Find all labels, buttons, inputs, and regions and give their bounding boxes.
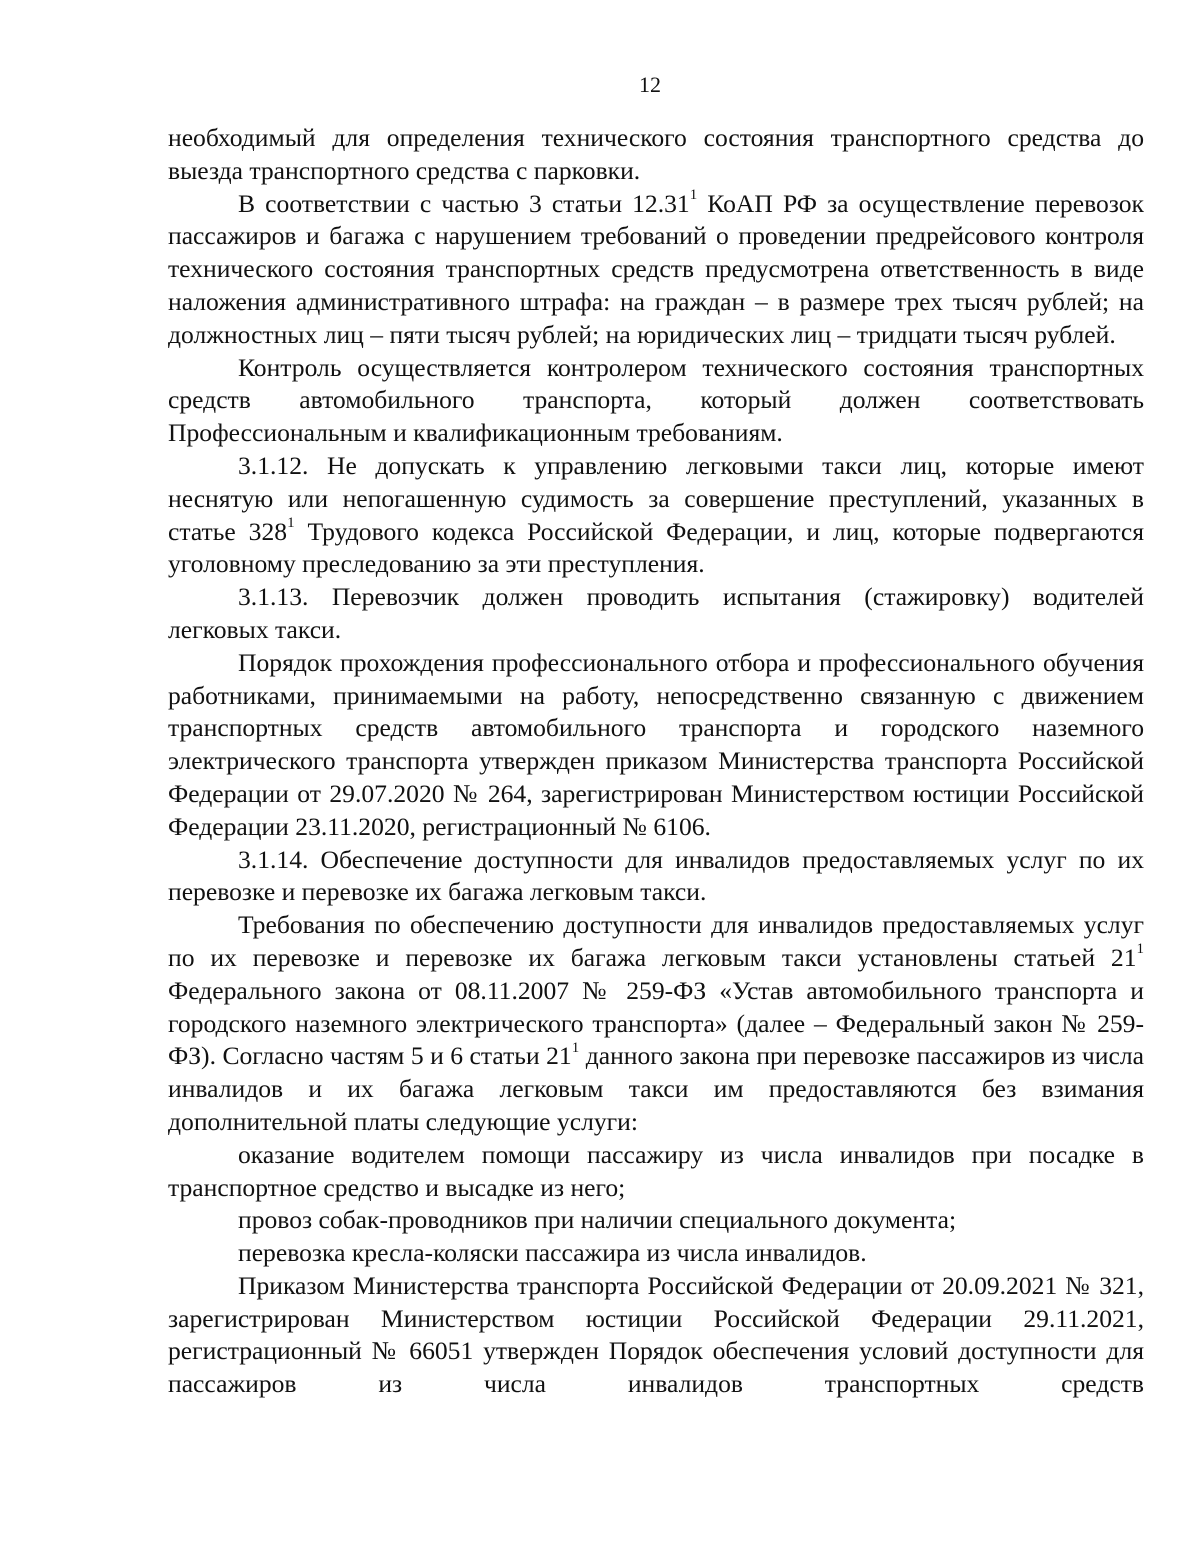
paragraph-control — [168, 352, 1144, 450]
paragraph-continuation — [168, 122, 1144, 188]
list-item-guide-dogs — [168, 1204, 1144, 1237]
paragraph-selection-order — [168, 647, 1144, 844]
paragraph-text: 3.1.13. Перевозчик должен проводить испытания (стажировку) водителей легковых такси. — [168, 582, 1144, 644]
superscript: 1 — [1136, 941, 1144, 958]
superscript: 1 — [571, 1039, 580, 1056]
paragraph-text: перевозка кресла-коляски пассажира из числа инвалидов. — [238, 1238, 867, 1268]
paragraph-text: Приказом Министерства транспорта Российской Федерации от 20.09.2021 № 321, зарегистрирован Министерством юстиции Российской Федерации 29.11.2021, регистрационный № 66051 утвержден Порядок обеспечения условий доступности для пассажиров из числа инвалидов транспортных средств — [168, 1270, 1144, 1399]
list-item-driver-assistance — [168, 1139, 1144, 1205]
paragraph-text: провоз собак-проводников при наличии специального документа; — [238, 1205, 957, 1235]
paragraph-3-1-13 — [168, 581, 1144, 647]
paragraph-3-1-14 — [168, 844, 1144, 910]
list-item-wheelchair — [168, 1237, 1144, 1270]
document-body — [168, 122, 1144, 1401]
paragraph-koap-liability — [168, 188, 1144, 352]
paragraph-text: Контроль осуществляется контролером технического состояния транспортных средств автомобильного транспорта, который должен соответствовать Профессиональным и квалификационным требованиям. — [168, 352, 1144, 448]
paragraph-text: 3.1.12. Не допускать к управлению легковыми такси лиц, которые имеют неснятую или непогашенную судимость за совершение преступлений, указанных в статье 328 — [168, 450, 1144, 546]
superscript: 1 — [689, 187, 698, 204]
paragraph-text: Порядок прохождения профессионального отбора и профессионального обучения работниками, принимаемыми на работу, непосредственно связанную с движением транспортных средств автомобильного транспорта и городского наземного электрического транспорта утвержден приказом Министерства транспорта Российской Федерации от 29.07.2020 № 264, зарегистрирован Министерством юстиции Российской Федерации 23.11.2020, регистрационный № 6106. — [168, 647, 1144, 841]
paragraph-text: Трудового кодекса Российской Федерации, и лиц, которые подвергаются уголовному преследованию за эти преступления. — [168, 516, 1144, 579]
superscript: 1 — [287, 515, 295, 532]
paragraph-text: В соответствии с частью 3 статьи 12.31 — [238, 188, 690, 218]
paragraph-accessibility-requirements — [168, 909, 1144, 1139]
paragraph-text: Федерального закона от 08.11.2007 № 259-ФЗ «Устав автомобильного транспорта и городского наземного электрического транспорта» (далее – Федеральный закон № 259-ФЗ). Согласно частям 5 и 6 статьи 21 — [168, 975, 1144, 1071]
paragraph-3-1-12 — [168, 450, 1144, 581]
paragraph-text: КоАП РФ за осуществление перевозок пассажиров и багажа с нарушением требований о проведении предрейсового контроля технического состояния транспортных средств предусмотрена ответственность в виде наложения административного штрафа: на граждан – в размере трех тысяч рублей; на должностных лиц – пяти тысяч рублей; на юридических лиц – тридцати тысяч рублей. — [168, 188, 1144, 349]
paragraph-order-321 — [168, 1270, 1144, 1401]
paragraph-text: Требования по обеспечению доступности для инвалидов предоставляемых услуг по их перевозке и перевозке их багажа легковым такси установлены статьей 21 — [168, 910, 1144, 972]
paragraph-text: данного закона при перевозке пассажиров из числа инвалидов и их багажа легковым такси им предоставляются без взимания дополнительной платы следующие услуги: — [168, 1041, 1144, 1136]
paragraph-text: 3.1.14. Обеспечение доступности для инвалидов предоставляемых услуг по их перевозке и перевозке их багажа легковым такси. — [168, 844, 1144, 907]
page-number: 12 — [639, 72, 661, 97]
paragraph-text: необходимый для определения технического состояния транспортного средства до выезда транспортного средства с парковки. — [168, 123, 1144, 185]
paragraph-text: оказание водителем помощи пассажиру из числа инвалидов при посадке в транспортное средство и высадке из него; — [168, 1139, 1144, 1202]
